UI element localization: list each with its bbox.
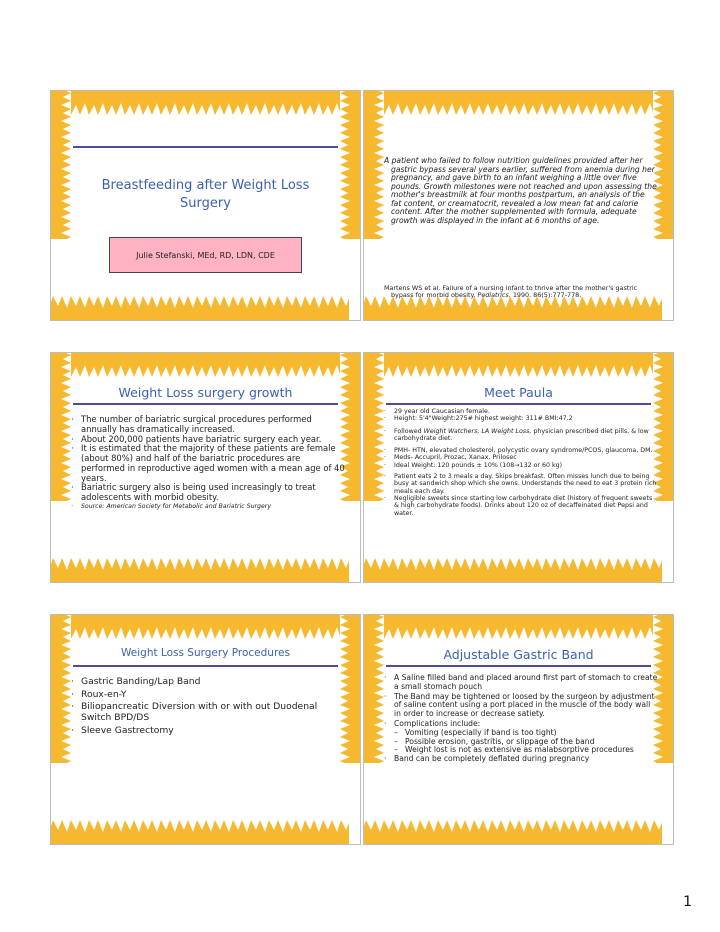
bullet-item: · Patient eats 2 to 3 meals a day. Skips breakfast. Often misses lunch due to being busy at sandwich shop which she owns. Understands the need to eat 3 protein rich meals each day. bbox=[384, 473, 659, 495]
bullet-item: · PMH- HTN, elevated cholesterol, polycystic ovary syndrome/PCOS, glaucoma, DM. bbox=[384, 447, 659, 454]
slide-title: Breastfeeding after Weight Loss Surgery bbox=[101, 178, 310, 212]
title-rule bbox=[73, 665, 338, 667]
fringe-top bbox=[50, 352, 349, 377]
sub-item: – Possible erosion, gastritis, or slippage of the band bbox=[394, 738, 659, 747]
slide-6 bbox=[363, 614, 674, 845]
bullet-text: Complications include: bbox=[394, 718, 481, 728]
bullet-item: · Meds- Accupril, Prozac, Xanax, Prilosec bbox=[384, 454, 659, 461]
sub-item: – Weight lost is not as extensive as malabsorptive procedures bbox=[394, 746, 659, 755]
bullet-item: · Height: 5'4"Weight:275# highest weight: 311# BMI:47.2 bbox=[384, 415, 659, 422]
author-box bbox=[109, 237, 302, 273]
source-note: · Source: American Society for Metabolic and Bariatric Surgery bbox=[71, 503, 346, 510]
bullet-item bbox=[384, 720, 659, 755]
title-rule bbox=[386, 403, 651, 405]
slide-title: Meet Paula bbox=[484, 385, 553, 400]
slide-body bbox=[71, 115, 340, 296]
fringe-top bbox=[50, 614, 349, 639]
slide-1 bbox=[50, 90, 361, 321]
fringe-bottom bbox=[363, 820, 662, 845]
bullet-item: · Ideal Weight: 120 pounds ± 10% (108→132 or 60 kg) bbox=[384, 462, 659, 469]
bullet-item: · 29 year old Caucasian female. bbox=[384, 408, 659, 415]
bullet-list bbox=[71, 415, 346, 510]
slide-body bbox=[384, 639, 658, 820]
slide-3 bbox=[50, 352, 361, 583]
fringe-right bbox=[340, 90, 361, 239]
fringe-bottom bbox=[50, 296, 349, 321]
fringe-left bbox=[50, 90, 71, 239]
fringe-bottom bbox=[363, 296, 662, 321]
fringe-top bbox=[363, 90, 662, 115]
title-rule bbox=[73, 403, 338, 405]
bullet-item: · A Saline filled band and placed around first part of stomach to create a small stomach pouch bbox=[384, 674, 659, 692]
fringe-left bbox=[363, 352, 384, 501]
bullet-item: · Band can be completely deflated during pregnancy bbox=[384, 755, 659, 764]
bullet-item: · About 200,000 patients have bariatric surgery each year. bbox=[71, 435, 346, 445]
sub-item: – Vomiting (especially if band is too tight) bbox=[394, 729, 659, 738]
title-rule bbox=[73, 146, 338, 148]
bullet-item: · Sleeve Gastrectomy bbox=[71, 726, 340, 737]
slide-5 bbox=[50, 614, 361, 845]
bullet-text-italic: Weight Watchers, LA Weight Loss, bbox=[423, 427, 532, 435]
author-name: Julie Stefanski, MEd, RD, LDN, CDE bbox=[136, 250, 275, 260]
bullet-list bbox=[384, 408, 659, 517]
bullet-list bbox=[71, 677, 340, 736]
fringe-bottom bbox=[50, 558, 349, 583]
citation-text: Martens WS et al. Failure of a nursing infant to thrive after the mother's gastric bypass for morbid obesity. bbox=[384, 284, 638, 300]
page-number: 1 bbox=[683, 894, 692, 910]
fringe-left bbox=[363, 614, 384, 763]
bullet-item: · Negligible sweets since starting low carbohydrate diet (history of frequent sweets & high carbohydrate foods). Drinks about 120 oz of decaffeinated diet Pepsi and water. bbox=[384, 495, 659, 517]
bullet-item bbox=[384, 428, 659, 443]
bullet-item: · Roux-en-Y bbox=[71, 690, 340, 701]
slide-title: Weight Loss surgery growth bbox=[118, 385, 293, 400]
case-quote: A patient who failed to follow nutrition guidelines provided after her gastric bypass several years earlier, suffered from anemia during her pregnancy, and gave birth to an infant weighing a little over five pounds. Growth milestones were not reached and upon assessing the mother's breastmilk at four months postpartum, an analysis of the fat content, or creamatocrit, revealed a low mean fat and calorie content. After the mother supplemented with formula, adequate growth was displayed in the infant at 6 months of age. bbox=[384, 156, 657, 225]
fringe-top bbox=[363, 614, 662, 639]
bullet-item: · Biliopancreatic Diversion with or with out Duodenal Switch BPD/DS bbox=[71, 702, 340, 723]
fringe-top bbox=[50, 90, 349, 115]
fringe-bottom bbox=[50, 820, 349, 845]
bullet-item: · The number of bariatric surgical procedures performed annually has dramatically increased. bbox=[71, 415, 346, 435]
bullet-list bbox=[384, 674, 659, 764]
slide-body bbox=[384, 115, 657, 300]
slide-title: Adjustable Gastric Band bbox=[443, 647, 594, 662]
slide-4 bbox=[363, 352, 674, 583]
citation-journal: Pediatrics. bbox=[477, 291, 511, 300]
bullet-text: physician prescribed diet pills, & low carbohydrate diet. bbox=[394, 427, 649, 442]
bullet-item: · Gastric Banding/Lap Band bbox=[71, 677, 340, 688]
bullet-item: · The Band may be tightened or loosed by the surgeon by adjustment of saline content using a port placed in the muscle of the body wall in order to increase or decrease satiety. bbox=[384, 693, 659, 719]
bullet-item: · It is estimated that the majority of these patients are female (about 80%) and half of the bariatric procedures are performed in reproductive aged women with a mean age of 40 years. bbox=[71, 444, 346, 483]
fringe-top bbox=[363, 352, 662, 377]
fringe-bottom bbox=[363, 558, 662, 583]
bullet-text: Followed bbox=[394, 427, 422, 435]
sub-list bbox=[394, 729, 659, 755]
citation-year: 1990. 86(5):777-778. bbox=[512, 291, 582, 300]
fringe-left bbox=[50, 352, 71, 501]
fringe-right bbox=[340, 614, 361, 763]
slide-body bbox=[71, 639, 340, 820]
slide-body bbox=[71, 377, 345, 558]
slide-body bbox=[384, 377, 657, 558]
title-rule bbox=[386, 665, 651, 667]
bullet-item: · Bariatric surgery also is being used increasingly to treat adolescents with morbid obesity. bbox=[71, 483, 346, 503]
fringe-left bbox=[363, 90, 384, 239]
slide-title: Weight Loss Surgery Procedures bbox=[121, 647, 290, 659]
fringe-left bbox=[50, 614, 71, 763]
slide-2 bbox=[363, 90, 674, 321]
citation bbox=[384, 285, 657, 300]
